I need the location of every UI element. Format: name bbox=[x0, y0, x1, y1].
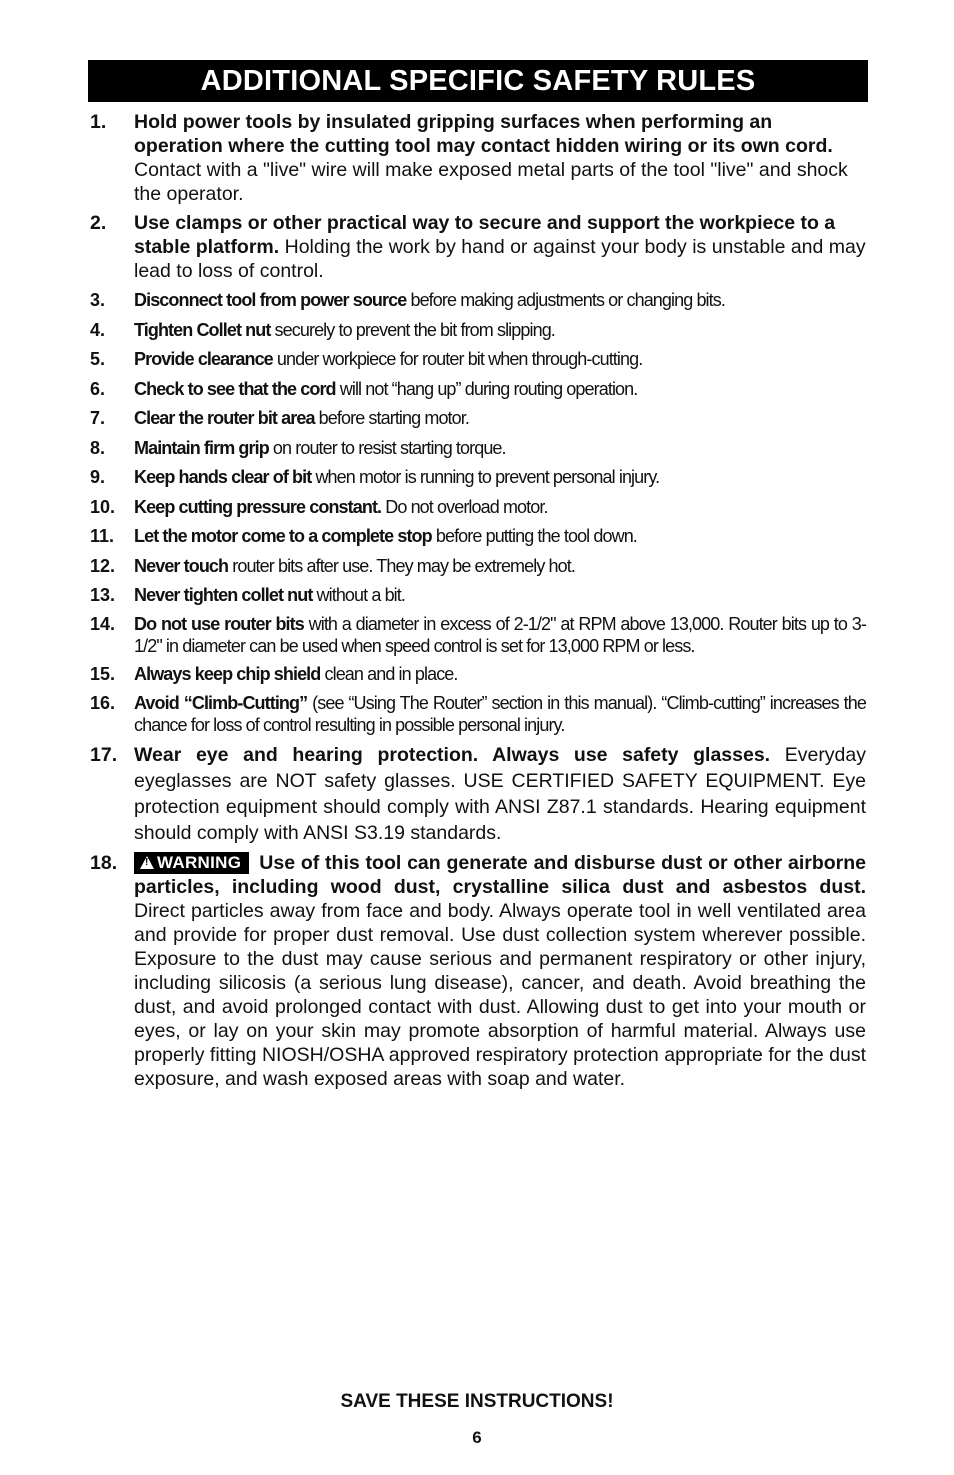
rule-item bbox=[90, 554, 866, 578]
rule-bold-text: Always keep chip shield bbox=[134, 664, 321, 684]
warning-badge bbox=[134, 852, 249, 874]
rule-number: 6. bbox=[90, 378, 106, 399]
safety-rules-list bbox=[90, 110, 877, 1096]
rule-text: Contact with a "live" wire will make exposed metal parts of the tool "live" and shock the operator. bbox=[134, 159, 848, 205]
rule-text: under workpiece for router bit when through-cutting. bbox=[272, 349, 643, 369]
rule-bold-text: Never touch bbox=[134, 555, 229, 576]
rule-bold-text: Hold power tools by insulated gripping surfaces when performing an operation where the cutting tool may contact hidden wiring or its own cord. bbox=[134, 111, 833, 157]
rule-bold-text: Check to see that the cord bbox=[134, 378, 336, 399]
rule-text: when motor is running to prevent personal injury. bbox=[311, 467, 660, 487]
rule-text: Direct particles away from face and body. Always operate tool in well ventilated area and provide for proper dust removal. Use dust collection system wherever possible. Exposure to the dust may cause serious and permanent respiratory or other injury, including silicosis (a serious lung disease), cancer, and death. Avoid breathing the dust, and avoid prolonged contact with dust. Allowing dust to get into your mouth or eyes, or lay on your skin may promote absorption of harmful material. Always use properly fitting NIOSH/OSHA approved respiratory protection appropriate for the dust exposure, and wash exposed areas with soap and water. bbox=[134, 875, 877, 1090]
rule-item bbox=[90, 110, 866, 206]
rule-item bbox=[90, 465, 866, 489]
rule-bold-text: Never tighten collet nut bbox=[134, 585, 313, 605]
rule-bold-text: Wear eye and hearing protection. Always use safety glasses. bbox=[134, 743, 771, 766]
rule-text: (see “Using The Router” section in this manual). “Climb-cutting” increases the chance for loss of control resulting in possible personal injury. bbox=[134, 692, 866, 735]
rule-item bbox=[90, 692, 866, 736]
rule-number: 5. bbox=[90, 349, 106, 369]
rule-bold-text: Avoid “Climb-Cutting” bbox=[134, 692, 308, 713]
rule-bold-text: Let the motor come to a complete stop bbox=[134, 526, 432, 546]
rule-number: 12. bbox=[90, 555, 116, 576]
rule-item bbox=[90, 495, 866, 519]
rule-number: 13. bbox=[90, 585, 116, 605]
rule-number: 2. bbox=[90, 212, 107, 234]
rule-bold-text: Clear the router bit area bbox=[134, 408, 315, 428]
rule-number: 4. bbox=[90, 319, 106, 340]
rule-text: will not “hang up” during routing operation. bbox=[335, 378, 638, 399]
rule-text: Everyday eyeglasses are NOT safety glasses. USE CERTIFIED SAFETY EQUIPMENT. Eye protection equipment should comply with ANSI Z87.1 standards. Hearing equipment should comply with ANSI S3.19 standards. bbox=[134, 743, 866, 844]
rule-item bbox=[90, 613, 866, 657]
warning-badge-label: WARNING bbox=[157, 852, 242, 872]
rule-number: 11. bbox=[90, 526, 115, 546]
rule-item bbox=[90, 742, 866, 846]
rule-bold-text: Tighten Collet nut bbox=[134, 319, 271, 340]
rule-number: 14. bbox=[90, 613, 116, 634]
rule-item bbox=[90, 583, 866, 607]
rule-item bbox=[90, 377, 866, 401]
rule-text: before making adjustments or changing bits. bbox=[406, 290, 725, 310]
page-number: 6 bbox=[472, 1428, 482, 1447]
rule-text: before putting the tool down. bbox=[431, 526, 637, 546]
rule-number: 7. bbox=[90, 408, 106, 428]
rule-item bbox=[90, 288, 866, 312]
rule-bold-text: Provide clearance bbox=[134, 349, 273, 369]
rule-item bbox=[90, 211, 866, 283]
rule-number: 8. bbox=[90, 437, 106, 458]
rule-number: 9. bbox=[90, 467, 106, 487]
rule-item bbox=[90, 524, 866, 548]
rule-bold-text: Do not use router bits bbox=[134, 613, 304, 634]
rule-number: 1. bbox=[90, 111, 107, 133]
rule-text: clean and in place. bbox=[320, 664, 458, 684]
save-instructions-footer: SAVE THESE INSTRUCTIONS! bbox=[340, 1391, 614, 1412]
rule-item bbox=[90, 406, 866, 430]
rule-bold-text: Keep cutting pressure constant. bbox=[134, 496, 382, 517]
rule-number: 18. bbox=[90, 851, 118, 874]
rule-text: router bits after use. They may be extremely hot. bbox=[228, 555, 575, 576]
rule-bold-text: Keep hands clear of bit bbox=[134, 467, 312, 487]
rule-item bbox=[90, 851, 877, 1091]
rule-bold-text: Disconnect tool from power source bbox=[134, 290, 407, 310]
rule-text: Holding the work by hand or against your body is unstable and may lead to loss of control. bbox=[134, 236, 866, 282]
rule-number: 16. bbox=[90, 692, 116, 713]
rule-number: 3. bbox=[90, 290, 106, 310]
rule-number: 10. bbox=[90, 496, 116, 517]
rule-text: with a diameter in excess of 2-1/2" at RPM above 13,000. Router bits up to 3-1/2" in diameter can be used when speed control is set for 13,000 RPM or less. bbox=[134, 613, 866, 656]
rule-text: Do not overload motor. bbox=[381, 496, 548, 517]
rule-item bbox=[90, 436, 866, 460]
rule-text: before starting motor. bbox=[314, 408, 469, 428]
rule-item bbox=[90, 318, 866, 342]
rule-item bbox=[90, 347, 866, 371]
warning-triangle-icon bbox=[140, 856, 154, 869]
rule-number: 15. bbox=[90, 664, 116, 684]
rule-number: 17. bbox=[90, 743, 118, 766]
rule-item bbox=[90, 662, 866, 686]
rule-text: securely to prevent the bit from slipping. bbox=[270, 319, 555, 340]
rule-bold-text: Maintain firm grip bbox=[134, 437, 269, 458]
rule-bold-text: Use clamps or other practical way to secure and support the workpiece to a stable platform. bbox=[134, 212, 836, 258]
rule-bold-text: Use of this tool can generate and disburse dust or other airborne particles, including wood dust, crystalline silica dust and asbestos dust. bbox=[134, 851, 866, 898]
rule-text: without a bit. bbox=[312, 585, 405, 605]
page-title: ADDITIONAL SPECIFIC SAFETY RULES bbox=[88, 60, 868, 102]
rule-text: on router to resist starting torque. bbox=[268, 437, 506, 458]
